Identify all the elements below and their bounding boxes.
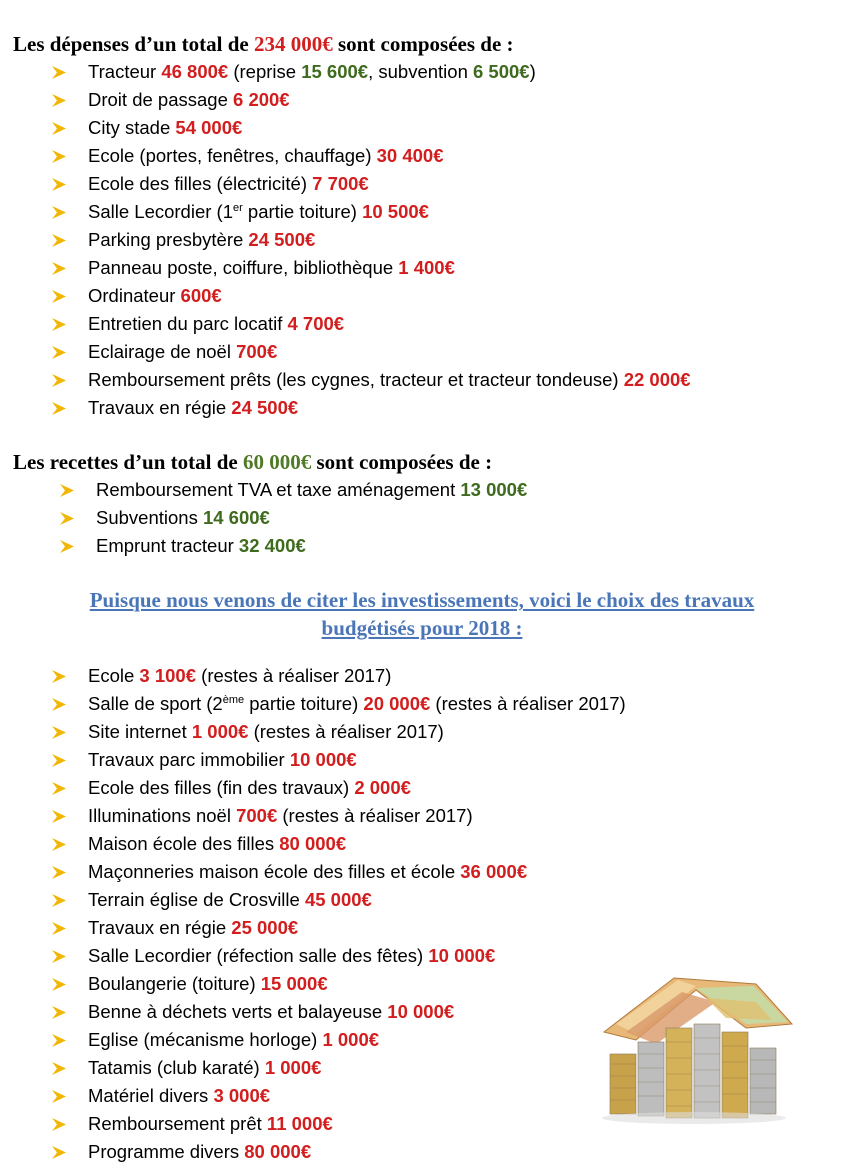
- bullet-arrow-icon: [52, 346, 66, 359]
- list-item: [60, 504, 527, 532]
- item-label: Ecole: [88, 665, 140, 686]
- item-amount: 1 000€: [322, 1029, 380, 1050]
- list-item: [52, 142, 691, 170]
- item-amount: 1 000€: [264, 1057, 322, 1078]
- works-title-line1: Puisque nous venons de citer les investissements, voici le choix des travaux: [89, 588, 755, 612]
- revenues-list: [60, 476, 527, 560]
- item-label: Salle Lecordier (réfection salle des fêtes): [88, 945, 429, 966]
- list-item: [52, 86, 691, 114]
- item-superscript: ème: [222, 694, 245, 706]
- revenues-heading-suffix: sont composées de :: [311, 450, 493, 474]
- item-amount: 3 100€: [139, 665, 197, 686]
- item-amount: 700€: [236, 341, 278, 362]
- list-item: [60, 532, 527, 560]
- item-amount: 6 200€: [233, 89, 290, 110]
- item-label: Remboursement prêts (les cygnes, tracteur et tracteur tondeuse): [88, 369, 624, 390]
- item-superscript: er: [233, 202, 243, 214]
- list-item: [52, 998, 626, 1026]
- item-amount: 22 000€: [623, 369, 691, 390]
- bullet-arrow-icon: [60, 484, 74, 497]
- item-label-cont: partie toiture): [244, 693, 364, 714]
- item-amount: 1 000€: [191, 721, 249, 742]
- bullet-arrow-icon: [52, 978, 66, 991]
- list-item: [52, 1082, 626, 1110]
- item-note: , subvention: [368, 61, 473, 82]
- bullet-arrow-icon: [52, 1006, 66, 1019]
- bullet-arrow-icon: [52, 1062, 66, 1075]
- list-item: [52, 662, 626, 690]
- item-label: Entretien du parc locatif: [88, 313, 288, 334]
- works-list: [52, 662, 626, 1166]
- bullet-arrow-icon: [52, 150, 66, 163]
- item-label: City stade: [88, 117, 176, 138]
- bullet-arrow-icon: [60, 512, 74, 525]
- bullet-arrow-icon: [52, 866, 66, 879]
- list-item: [52, 970, 626, 998]
- bullet-arrow-icon: [52, 290, 66, 303]
- item-amount: 25 000€: [231, 917, 299, 938]
- item-amount: 10 000€: [428, 945, 496, 966]
- item-amount: 10 000€: [289, 749, 357, 770]
- coins-house-image: [596, 962, 796, 1132]
- item-amount: 36 000€: [460, 861, 528, 882]
- bullet-arrow-icon: [52, 402, 66, 415]
- item-amount: 3 000€: [213, 1085, 271, 1106]
- item-amount: 2 000€: [354, 777, 411, 798]
- item-label: Tracteur: [88, 61, 162, 82]
- item-amount: 54 000€: [175, 117, 243, 138]
- item-note: (restes à réaliser 2017): [196, 665, 392, 686]
- list-item: [52, 746, 626, 774]
- list-item: [52, 690, 626, 718]
- list-item: [52, 338, 691, 366]
- item-amount: 10 500€: [362, 201, 429, 222]
- item-amount: 24 500€: [248, 229, 316, 250]
- item-label: Boulangerie (toiture): [88, 973, 261, 994]
- item-amount-secondary: 15 600€: [301, 61, 369, 82]
- item-amount: 7 700€: [312, 173, 369, 194]
- item-amount: 30 400€: [376, 145, 444, 166]
- item-amount: 13 000€: [460, 479, 528, 500]
- item-label: Benne à déchets verts et balayeuse: [88, 1001, 388, 1022]
- list-item: [52, 1054, 626, 1082]
- bullet-arrow-icon: [52, 94, 66, 107]
- item-note: (restes à réaliser 2017): [430, 693, 626, 714]
- item-label: Programme divers: [88, 1141, 245, 1162]
- list-item: [52, 942, 626, 970]
- expenses-heading-text: Les dépenses d’un total de: [13, 32, 254, 56]
- item-label: Travaux en régie: [88, 917, 232, 938]
- item-label: Travaux parc immobilier: [88, 749, 290, 770]
- bullet-arrow-icon: [52, 262, 66, 275]
- list-item: [52, 774, 626, 802]
- item-label: Tatamis (club karaté): [88, 1057, 265, 1078]
- list-item: [52, 914, 626, 942]
- item-amount: 80 000€: [244, 1141, 312, 1162]
- expenses-list: [52, 58, 691, 422]
- item-label: Subventions: [96, 507, 203, 528]
- expenses-total: 234 000€: [253, 32, 333, 56]
- bullet-arrow-icon: [52, 922, 66, 935]
- list-item: [52, 1138, 626, 1166]
- bullet-arrow-icon: [52, 726, 66, 739]
- item-label: Travaux en régie: [88, 397, 232, 418]
- item-label-cont: partie toiture): [242, 201, 363, 222]
- item-label: Salle Lecordier (1: [88, 201, 233, 222]
- item-note: (reprise: [228, 61, 302, 82]
- list-item: [52, 282, 691, 310]
- item-label: Emprunt tracteur: [96, 535, 239, 556]
- revenues-heading: [13, 450, 492, 475]
- item-amount: 46 800€: [161, 61, 229, 82]
- list-item: [52, 114, 691, 142]
- list-item: [52, 226, 691, 254]
- list-item: [52, 886, 626, 914]
- bullet-arrow-icon: [52, 754, 66, 767]
- item-label: Illuminations noël: [88, 805, 237, 826]
- list-item: [52, 858, 626, 886]
- bullet-arrow-icon: [52, 670, 66, 683]
- list-item: [60, 476, 527, 504]
- revenues-heading-text: Les recettes d’un total de: [13, 450, 243, 474]
- bullet-arrow-icon: [52, 1090, 66, 1103]
- bullet-arrow-icon: [52, 318, 66, 331]
- list-item: [52, 1026, 626, 1054]
- expenses-heading-suffix: sont composées de :: [332, 32, 514, 56]
- list-item: [52, 254, 691, 282]
- item-label: Remboursement prêt: [88, 1113, 267, 1134]
- item-amount: 10 000€: [387, 1001, 455, 1022]
- list-item: [52, 1110, 626, 1138]
- item-amount: 45 000€: [304, 889, 372, 910]
- works-title-line2: budgétisés pour 2018 :: [321, 616, 523, 640]
- item-label: Maçonneries maison école des filles et école: [88, 861, 461, 882]
- item-label: Parking presbytère: [88, 229, 249, 250]
- item-amount: 15 000€: [260, 973, 328, 994]
- revenues-total: 60 000€: [243, 450, 312, 474]
- bullet-arrow-icon: [52, 206, 66, 219]
- item-amount: 4 700€: [287, 313, 345, 334]
- bullet-arrow-icon: [52, 178, 66, 191]
- item-label: Site internet: [88, 721, 192, 742]
- item-amount: 700€: [236, 805, 278, 826]
- item-label: Remboursement TVA et taxe aménagement: [96, 479, 461, 500]
- item-amount-secondary: 6 500€: [473, 61, 530, 82]
- list-item: [52, 366, 691, 394]
- list-item: [52, 718, 626, 746]
- item-amount: 1 400€: [398, 257, 455, 278]
- list-item: [52, 830, 626, 858]
- item-label: Terrain église de Crosville: [88, 889, 305, 910]
- item-label: Panneau poste, coiffure, bibliothèque: [88, 257, 399, 278]
- bullet-arrow-icon: [52, 698, 66, 711]
- item-note: ): [529, 61, 536, 82]
- bullet-arrow-icon: [52, 1118, 66, 1131]
- item-amount: 11 000€: [266, 1113, 333, 1134]
- item-amount: 24 500€: [231, 397, 299, 418]
- list-item: [52, 198, 691, 226]
- bullet-arrow-icon: [52, 894, 66, 907]
- item-label: Ecole (portes, fenêtres, chauffage): [88, 145, 377, 166]
- item-label: Matériel divers: [88, 1085, 214, 1106]
- bullet-arrow-icon: [60, 540, 74, 553]
- bullet-arrow-icon: [52, 1146, 66, 1159]
- list-item: [52, 394, 691, 422]
- bullet-arrow-icon: [52, 1034, 66, 1047]
- item-label: Ordinateur: [88, 285, 181, 306]
- bullet-arrow-icon: [52, 234, 66, 247]
- bullet-arrow-icon: [52, 782, 66, 795]
- item-label: Eglise (mécanisme horloge): [88, 1029, 323, 1050]
- list-item: [52, 170, 691, 198]
- bullet-arrow-icon: [52, 66, 66, 79]
- item-label: Salle de sport (2: [88, 693, 223, 714]
- item-note: (restes à réaliser 2017): [248, 721, 444, 742]
- item-label: Ecole des filles (fin des travaux): [88, 777, 355, 798]
- bullet-arrow-icon: [52, 838, 66, 851]
- item-label: Droit de passage: [88, 89, 234, 110]
- expenses-heading: [13, 32, 514, 57]
- bullet-arrow-icon: [52, 810, 66, 823]
- list-item: [52, 58, 691, 86]
- bullet-arrow-icon: [52, 122, 66, 135]
- item-amount: 80 000€: [279, 833, 347, 854]
- item-note: (restes à réaliser 2017): [277, 805, 473, 826]
- item-label: Eclairage de noël: [88, 341, 237, 362]
- item-amount: 600€: [180, 285, 222, 306]
- list-item: [52, 310, 691, 338]
- bullet-arrow-icon: [52, 950, 66, 963]
- item-amount: 14 600€: [202, 507, 270, 528]
- list-item: [52, 802, 626, 830]
- item-amount: 20 000€: [363, 693, 431, 714]
- item-amount: 32 400€: [238, 535, 306, 556]
- works-title: [20, 586, 824, 642]
- item-label: Maison école des filles: [88, 833, 280, 854]
- item-label: Ecole des filles (électricité): [88, 173, 313, 194]
- bullet-arrow-icon: [52, 374, 66, 387]
